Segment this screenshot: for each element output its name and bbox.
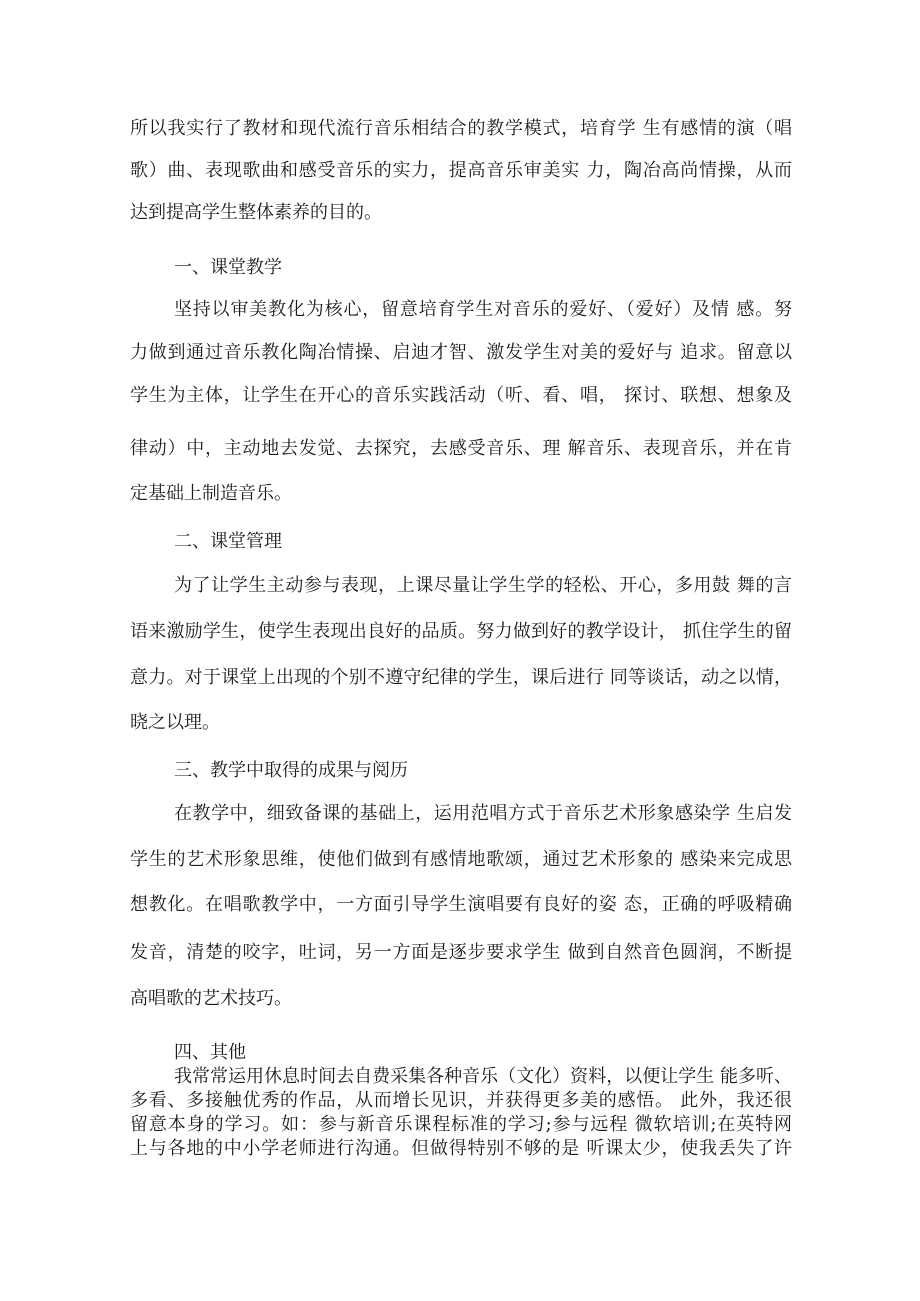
section-1-line-3: 学生为主体，让学生在开心的音乐实践活动（听、看、唱， 探讨、联想、想象及	[130, 385, 792, 406]
section-4-line-3: 留意本身的学习。如：参与新音乐课程标准的学习;参与远程 微软培训;在英特网	[130, 1114, 792, 1135]
section-4-line-4: 上与各地的中小学老师进行沟通。但做得特别不够的是 听课太少，使我丢失了许	[130, 1138, 792, 1159]
section-heading-4: 四、其他	[174, 1042, 246, 1063]
intro-line-3: 达到提高学生整体素养的目的。	[130, 202, 382, 223]
intro-line-2: 歌）曲、表现歌曲和感受音乐的实力，提高音乐审美实 力，陶冶高尚情操，从而	[130, 160, 792, 181]
section-3-line-5: 高唱歌的艺术技巧。	[130, 988, 292, 1009]
section-2-line-2: 语来激励学生，使学生表现出良好的品质。努力做到好的教学设计， 抓住学生的留	[130, 621, 792, 642]
section-4-line-2: 多看、多接触优秀的作品，从而增长见识，并获得更多美的感悟。 此外，我还很	[130, 1090, 792, 1111]
section-3-line-3: 想教化。在唱歌教学中，一方面引导学生演唱要有良好的姿 态，正确的呼吸精确	[130, 894, 792, 915]
section-2-line-4: 晓之以理。	[130, 712, 220, 733]
section-1-line-2: 力做到通过音乐教化陶冶情操、启迪才智、激发学生对美的爱好与 追求。留意以	[130, 342, 792, 363]
section-3-line-4: 发音，清楚的咬字，吐词，另一方面是逐步要求学生 做到自然音色圆润，不断提	[130, 942, 792, 963]
intro-line-1: 所以我实行了教材和现代流行音乐相结合的教学模式，培育学 生有感情的演（唱	[130, 118, 792, 139]
section-3-line-2: 学生的艺术形象思维，使他们做到有感情地歌颂，通过艺术形象的 感染来完成思	[130, 849, 792, 870]
section-1-line-1: 坚持以审美教化为核心，留意培育学生对音乐的爱好、（爱好）及情 感。努	[174, 299, 792, 320]
section-heading-2: 二、课堂管理	[174, 531, 282, 552]
section-1-line-4: 律动）中，主动地去发觉、去探究，去感受音乐、理 解音乐、表现音乐，并在肯	[130, 438, 792, 459]
section-2-line-3: 意力。对于课堂上出现的个别不遵守纪律的学生，课后进行 同等谈话，动之以情，	[130, 667, 792, 688]
section-heading-1: 一、课堂教学	[174, 257, 282, 278]
section-4-line-1: 我常常运用休息时间去自费采集各种音乐（文化）资料，以便让学生 能多听、	[174, 1066, 792, 1087]
section-2-line-1: 为了让学生主动参与表现，上课尽量让学生学的轻松、开心，多用鼓 舞的言	[174, 575, 792, 596]
section-heading-3: 三、教学中取得的成果与阅历	[174, 760, 408, 781]
section-3-line-1: 在教学中，细致备课的基础上，运用范唱方式于音乐艺术形象感染学 生启发	[174, 803, 792, 824]
section-1-line-5: 定基础上制造音乐。	[130, 483, 292, 504]
